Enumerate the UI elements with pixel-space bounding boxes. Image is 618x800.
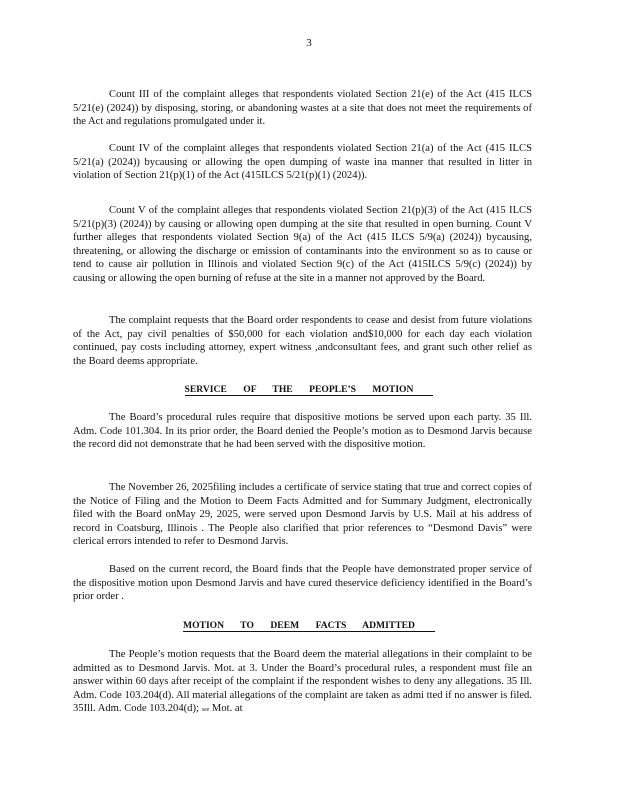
paragraph-procedural-rules: The Board’s procedural rules require that dispositive motions be served upon each party. 35 Ill. Adm. Code 101.304. In its prior order, the Board denied the People’s motion as to Desmond Jarvis because the record did not demonstrate that he had been served with the dispositive motion. [73, 412, 532, 451]
paragraph-count-iii: Count III of the complaint alleges that respondents violated Section 21(e) of the Act (415 ILCS 5/21(e) (2024)) by disposing, storing, or abandoning wastes at a site that does not meet the requirements of the Act and regulations promulgated under it. [73, 89, 532, 128]
motion-request-text: The People’s motion requests that the Board deem the material allegations in their complaint to be admitted as to Desmond Jarvis. Mot. at 3. Under the Board’s procedural rules, a respondent must file an answer within 60 days after receipt of the complaint if the respondent wishes to deny any allegations. 35 Ill. Adm. Code 103.204(d). All material allegations of the complaint are taken as admi tted if no answer is filed. 35Ill. Adm. Code 103.204(d); [73, 649, 532, 715]
section-heading-service-text: SERVICE OF THE PEOPLE’S MOTION [185, 384, 434, 396]
paragraph-board-finding: Based on the current record, the Board finds that the People have demonstrated proper service of the dispositive motion upon Desmond Jarvis and have cured theservice deficiency identified in the Board’s prior order . [73, 564, 532, 603]
paragraph-count-v: Count V of the complaint alleges that respondents violated Section 21(p)(3) of the Act (415 ILCS 5/21(p)(3) (2024)) by causing or allowing open dumping at the site that resulted in open burning. Count V further alleges that respondents violated Section 9(a) of the Act (415 ILCS 5/9(a) (2024)) bycausing, threatening, or allowing the discharge or emission of contaminants into the environment so as to cause or tend to cause air pollution in Illinois and violated Section 9(c) of the Act (415ILCS 5/9(c) (2024)) by causing or allowing the open burning of refuse at the site in a manner not approved by the Board. [73, 205, 532, 284]
motion-request-tail: Mot. at [209, 703, 243, 715]
section-heading-service [0, 384, 618, 396]
section-heading-motion-text: MOTION TO DEEM FACTS ADMITTED [183, 620, 435, 632]
page-number: 3 [306, 37, 312, 49]
paragraph-motion-request [73, 648, 532, 718]
paragraph-relief-request: The complaint requests that the Board order respondents to cease and desist from future violations of the Act, pay civil penalties of $50,000 for each violation and$10,000 for each day each violation continued, pay costs including attorney, expert witness ,andconsultant fees, and grant such other relief as the Board deems appropriate. [73, 315, 532, 367]
paragraph-november-filing: The November 26, 2025filing includes a certificate of service stating that true and correct copies of the Notice of Filing and the Motion to Deem Facts Admitted and for Summary Judgment, electronically filed with the Board onMay 29, 2025, were served upon Desmond Jarvis by U.S. Mail at his address of record in Coatsburg, Illinois . The People also clarified that prior references to “Desmond Davis” were clerical errors intended to refer to Desmond Jarvis. [73, 482, 532, 548]
section-heading-motion [0, 620, 618, 632]
see-signal: see [201, 707, 210, 714]
paragraph-count-iv: Count IV of the complaint alleges that respondents violated Section 21(a) of the Act (415 ILCS 5/21(a) (2024)) bycausing or allowing the open dumping of waste ina manner that resulted in litter in violation of Section 21(p)(1) of the Act (415ILCS 5/21(p)(1) (2024)). [73, 143, 532, 182]
